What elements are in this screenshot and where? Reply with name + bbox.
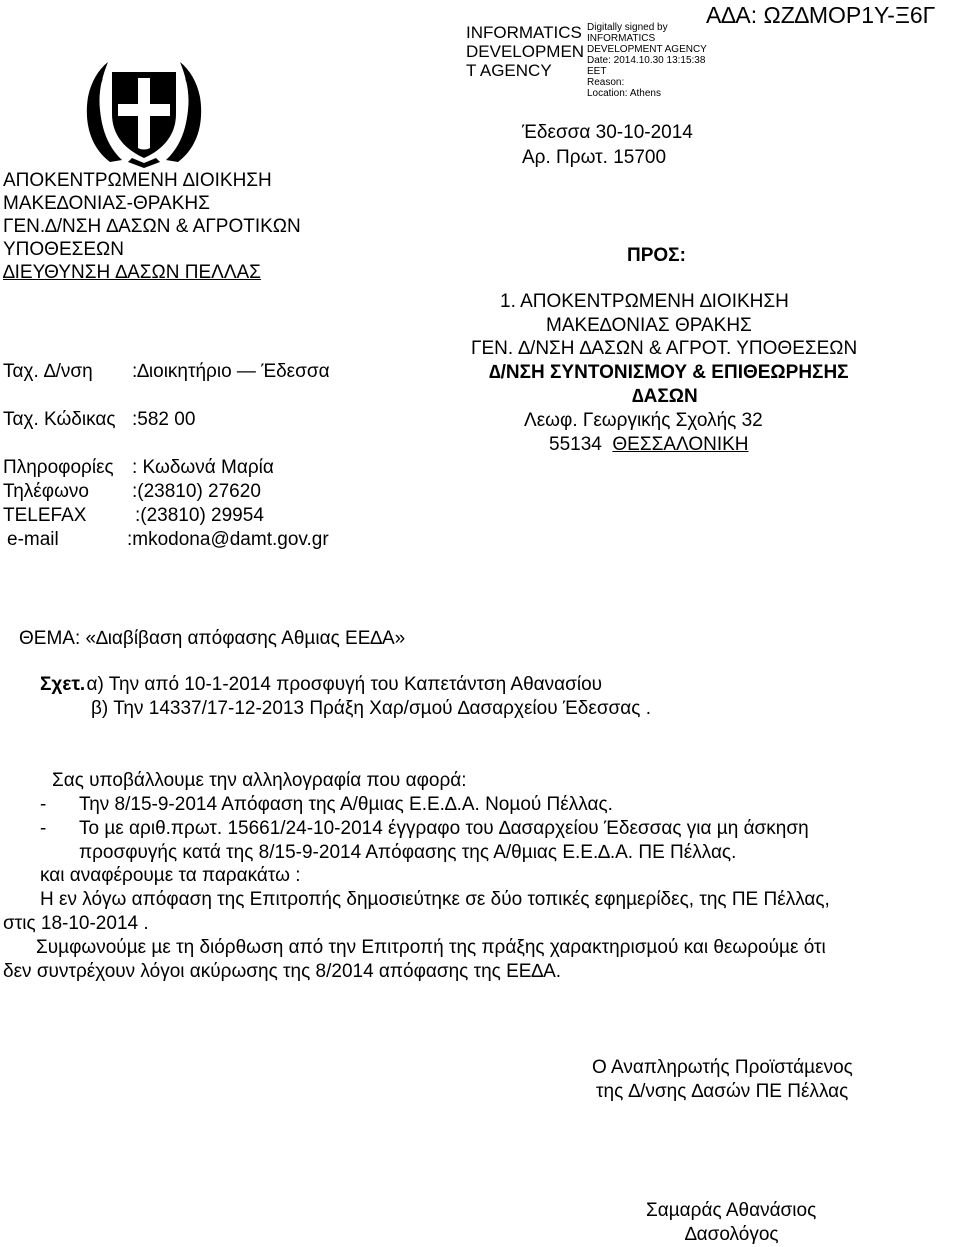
signature-detail: DEVELOPMENT AGENCY — [587, 44, 707, 55]
place-date: Έδεσσα 30-10-2014 — [522, 122, 693, 143]
signature-org-line: INFORMATICS — [466, 23, 582, 42]
contact-info-value: : Κωδωνά Μαρία — [132, 457, 274, 478]
signature-detail: INFORMATICS — [587, 33, 656, 44]
body-paragraph-2-line-2: δεν συντρέχουν λόγοι ακύρωσης της 8/2014 απόφασης της ΕΕ∆Α. — [3, 961, 562, 982]
contact-email-label: e-mail — [7, 529, 59, 550]
signatory-title-2: της ∆/νσης ∆ασών ΠΕ Πέλλας — [596, 1081, 849, 1102]
recipient-line: ∆ΑΣΩΝ — [632, 386, 698, 407]
recipient-line: ΜΑΚΕ∆ΟΝΙΑΣ ΘΡΑΚΗΣ — [546, 315, 752, 336]
reference-a: : α) Την από 10-1-2014 προσφυγή του Καπετάντση Αθανασίου — [76, 674, 603, 695]
recipient-street: Λεωφ. Γεωργικής Σχολής 32 — [524, 410, 763, 431]
body-item-2-line-2: προσφυγής κατά της 8/15-9-2014 Απόφασης της Α/θµιας Ε.Ε.∆.Α. ΠΕ Πέλλας. — [79, 842, 737, 863]
ada-code: Α∆Α: ΩΖ∆ΜΟΡ1Υ-Ξ6Γ — [706, 2, 936, 28]
sender-block — [3, 169, 301, 284]
contact-fax-label: TELEFAX — [3, 505, 87, 526]
sender-department: ∆ΙΕΥΘΥΝΣΗ ∆ΑΣΩΝ ΠΕΛΛΑΣ — [3, 262, 261, 283]
digital-signature-details — [587, 22, 707, 99]
body-paragraph-2-line-1: Συµφωνούµε µε τη διόρθωση από την Επιτροπή της πράξης χαρακτηρισµού και θεωρούµε ότι — [36, 937, 826, 958]
signatory-name: Σαµαράς Αθανάσιος — [646, 1200, 817, 1221]
sender-line: ΓΕΝ.∆/ΝΣΗ ∆ΑΣΩΝ & ΑΓΡΟΤΙΚΩΝ — [3, 216, 301, 237]
signature-detail: Reason: — [587, 77, 625, 88]
signature-org-line: DEVELOPMEN — [466, 42, 585, 61]
signature-detail: Date: 2014.10.30 13:15:38 — [587, 55, 706, 66]
reference-b: β) Την 14337/17-12-2013 Πράξη Χαρ/σµού ∆ασαρχείου Έδεσσας . — [91, 698, 651, 719]
recipient-city-line — [549, 433, 749, 456]
recipient-heading: ΠΡΟΣ: — [627, 245, 686, 266]
list-dash: - — [40, 818, 47, 839]
reference-label: Σχετ. — [40, 674, 86, 695]
signature-detail: EET — [587, 66, 607, 77]
contact-fax-value: :(23810) 29954 — [135, 505, 264, 526]
signatory-role: ∆ασολόγος — [685, 1224, 779, 1245]
contact-phone-label: Τηλέφωνο — [3, 481, 89, 502]
coat-of-arms-icon — [80, 52, 208, 172]
recipient-postcode: 55134 — [549, 434, 602, 455]
signature-detail: Location: Athens — [587, 88, 661, 99]
subject: ΘΕΜΑ: «∆ιαβίβαση απόφασης Αθµιας ΕΕ∆Α» — [19, 628, 406, 649]
protocol-number: Αρ. Πρωτ. 15700 — [522, 147, 667, 168]
recipient-line: ΓΕΝ. ∆/ΝΣΗ ∆ΑΣΩΝ & ΑΓΡΟΤ. ΥΠΟΘΕΣΕΩΝ — [471, 338, 858, 359]
contact-phone-value: :(23810) 27620 — [132, 481, 261, 502]
recipient-line: ∆/ΝΣΗ ΣΥΝΤΟΝΙΣΜΟΥ & ΕΠΙΘΕΩΡΗΣΗΣ — [489, 362, 849, 383]
body-also: και αναφέρουµε τα παρακάτω : — [40, 865, 301, 886]
sender-line: ΥΠΟΘΕΣΕΩΝ — [3, 239, 124, 260]
recipient-line: 1. ΑΠΟΚΕΝΤΡΩΜΕΝΗ ∆ΙΟΙΚΗΣΗ — [500, 291, 789, 312]
contact-address-value: :∆ιοικητήριο — Έδεσσα — [132, 361, 330, 382]
contact-address-label: Ταχ. ∆/νση — [3, 361, 93, 382]
digital-signature-org — [466, 23, 584, 80]
body-paragraph-1-line-1: Η εν λόγω απόφαση της Επιτροπής δηµοσιεύτηκε σε δύο τοπικές εφηµερίδες, της ΠΕ Πέλλας, — [40, 889, 830, 910]
signature-detail: Digitally signed by — [587, 22, 668, 33]
body-item-2-line-1: Το µε αριθ.πρωτ. 15661/24-10-2014 έγγραφο του ∆ασαρχείου Έδεσσας για µη άσκηση — [79, 818, 809, 839]
sender-line: ΑΠΟΚΕΝΤΡΩΜΕΝΗ ∆ΙΟΙΚΗΣΗ — [3, 170, 272, 191]
body-item-1: Την 8/15-9-2014 Απόφαση της Α/θµιας Ε.Ε.∆.Α. Νοµού Πέλλας. — [79, 794, 613, 815]
body-paragraph-1-line-2: στις 18-10-2014 . — [3, 913, 149, 934]
contact-email-value[interactable]: :mkodona@damt.gov.gr — [127, 529, 329, 550]
contact-info-label: Πληροφορίες — [3, 457, 114, 478]
contact-postcode-value: :582 00 — [132, 409, 196, 430]
sender-line: ΜΑΚΕ∆ΟΝΙΑΣ-ΘΡΑΚΗΣ — [3, 193, 210, 214]
list-dash: - — [40, 794, 47, 815]
signatory-title-1: Ο Αναπληρωτής Προϊστάµενος — [592, 1057, 853, 1078]
body-intro: Σας υποβάλλουµε την αλληλογραφία που αφορά: — [52, 770, 467, 791]
signature-org-line: T AGENCY — [466, 61, 552, 80]
contact-postcode-label: Ταχ. Κώδικας — [3, 409, 116, 430]
recipient-city: ΘΕΣΣΑΛΟΝΙΚΗ — [612, 434, 749, 455]
